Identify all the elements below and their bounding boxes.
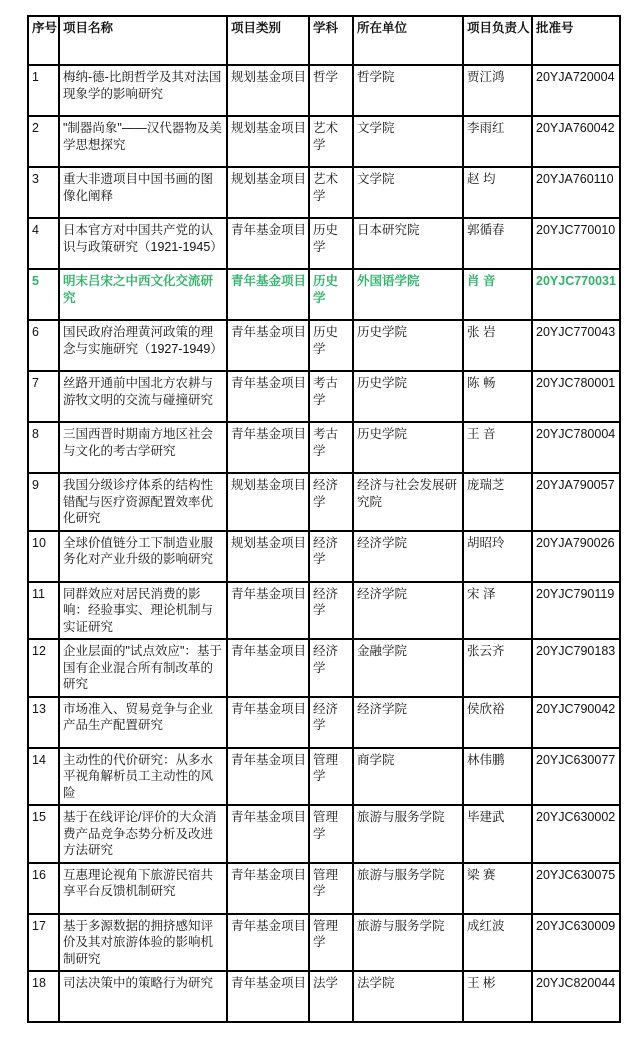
discipline-cell: 经济学: [309, 639, 353, 697]
header-row: [28, 16, 620, 65]
table-row: [28, 748, 620, 806]
unit-cell: 历史学院: [353, 320, 463, 371]
row-number-cell: 16: [28, 863, 59, 914]
table-row: [28, 371, 620, 422]
discipline-cell: 艺术学: [309, 116, 353, 167]
table-row: [28, 269, 620, 320]
row-number-cell: 7: [28, 371, 59, 422]
approval-number-cell: 20YJC630009: [532, 914, 620, 972]
leader-cell: 林伟鹏: [463, 748, 532, 806]
unit-cell: 旅游与服务学院: [353, 863, 463, 914]
table-row: [28, 65, 620, 116]
approval-number-cell: 20YJA720004: [532, 65, 620, 116]
table-row: [28, 639, 620, 697]
project-name-cell: 三国西晋时期南方地区社会与文化的考古学研究: [59, 422, 227, 473]
project-name-cell: 我国分级诊疗体系的结构性错配与医疗资源配置效率优化研究: [59, 473, 227, 531]
approval-number-cell: 20YJC770010: [532, 218, 620, 269]
discipline-cell: 考古学: [309, 422, 353, 473]
leader-cell: 陈 畅: [463, 371, 532, 422]
project-name-cell: 同群效应对居民消费的影响：经验事实、理论机制与实证研究: [59, 582, 227, 640]
approval-number-cell: 20YJA760110: [532, 167, 620, 218]
leader-cell: 赵 均: [463, 167, 532, 218]
project-name-cell: 互惠理论视角下旅游民宿共享平台反馈机制研究: [59, 863, 227, 914]
unit-cell: 历史学院: [353, 422, 463, 473]
unit-cell: 经济学院: [353, 582, 463, 640]
row-number-cell: 12: [28, 639, 59, 697]
approval-number-cell: 20YJC790119: [532, 582, 620, 640]
unit-cell: 旅游与服务学院: [353, 805, 463, 863]
unit-cell: 旅游与服务学院: [353, 914, 463, 972]
leader-cell: 王 音: [463, 422, 532, 473]
discipline-cell: 艺术学: [309, 167, 353, 218]
project-category-cell: 青年基金项目: [227, 697, 309, 748]
approval-number-cell: 20YJC820044: [532, 971, 620, 1022]
column-header: 项目名称: [59, 16, 227, 65]
approval-number-cell: 20YJA760042: [532, 116, 620, 167]
project-category-cell: 规划基金项目: [227, 65, 309, 116]
leader-cell: 胡昭玲: [463, 531, 532, 582]
project-category-cell: 青年基金项目: [227, 371, 309, 422]
discipline-cell: 法学: [309, 971, 353, 1022]
leader-cell: 郭循春: [463, 218, 532, 269]
leader-cell: 梁 赛: [463, 863, 532, 914]
project-category-cell: 青年基金项目: [227, 639, 309, 697]
discipline-cell: 考古学: [309, 371, 353, 422]
approval-number-cell: 20YJA790057: [532, 473, 620, 531]
unit-cell: 经济学院: [353, 697, 463, 748]
discipline-cell: 管理学: [309, 805, 353, 863]
leader-cell: 成红波: [463, 914, 532, 972]
project-category-cell: 青年基金项目: [227, 863, 309, 914]
row-number-cell: 14: [28, 748, 59, 806]
table-row: [28, 914, 620, 972]
unit-cell: 文学院: [353, 167, 463, 218]
leader-cell: 侯欣裕: [463, 697, 532, 748]
project-name-cell: 基于多源数据的拥挤感知评价及其对旅游体验的影响机制研究: [59, 914, 227, 972]
leader-cell: 庞瑞芝: [463, 473, 532, 531]
project-category-cell: 青年基金项目: [227, 748, 309, 806]
row-number-cell: 15: [28, 805, 59, 863]
project-name-cell: 明末吕宋之中西文化交流研究: [59, 269, 227, 320]
discipline-cell: 经济学: [309, 582, 353, 640]
project-category-cell: 青年基金项目: [227, 805, 309, 863]
discipline-cell: 历史学: [309, 320, 353, 371]
table-row: [28, 218, 620, 269]
approval-number-cell: 20YJC780001: [532, 371, 620, 422]
unit-cell: 历史学院: [353, 371, 463, 422]
unit-cell: 哲学院: [353, 65, 463, 116]
table-row: [28, 116, 620, 167]
project-category-cell: 规划基金项目: [227, 167, 309, 218]
approval-number-cell: 20YJC630077: [532, 748, 620, 806]
column-header: 序号: [28, 16, 59, 65]
discipline-cell: 管理学: [309, 863, 353, 914]
approval-number-cell: 20YJC630075: [532, 863, 620, 914]
approval-number-cell: 20YJC630002: [532, 805, 620, 863]
table-body: [28, 65, 620, 1022]
leader-cell: 宋 泽: [463, 582, 532, 640]
leader-cell: 毕建武: [463, 805, 532, 863]
row-number-cell: 10: [28, 531, 59, 582]
unit-cell: 外国语学院: [353, 269, 463, 320]
project-name-cell: 基于在线评论/评价的大众消费产品竞争态势分析及改进方法研究: [59, 805, 227, 863]
unit-cell: 日本研究院: [353, 218, 463, 269]
row-number-cell: 1: [28, 65, 59, 116]
discipline-cell: 经济学: [309, 697, 353, 748]
row-number-cell: 13: [28, 697, 59, 748]
row-number-cell: 17: [28, 914, 59, 972]
unit-cell: 文学院: [353, 116, 463, 167]
column-header: 批准号: [532, 16, 620, 65]
project-category-cell: 青年基金项目: [227, 320, 309, 371]
project-name-cell: 企业层面的"试点效应"：基于国有企业混合所有制改革的研究: [59, 639, 227, 697]
unit-cell: 经济与社会发展研究院: [353, 473, 463, 531]
approval-number-cell: 20YJC770043: [532, 320, 620, 371]
project-name-cell: 全球价值链分工下制造业服务化对产业升级的影响研究: [59, 531, 227, 582]
project-name-cell: 司法决策中的策略行为研究: [59, 971, 227, 1022]
row-number-cell: 8: [28, 422, 59, 473]
leader-cell: 肖 音: [463, 269, 532, 320]
approval-number-cell: 20YJC770031: [532, 269, 620, 320]
discipline-cell: 经济学: [309, 473, 353, 531]
table-row: [28, 167, 620, 218]
project-category-cell: 青年基金项目: [227, 422, 309, 473]
approval-number-cell: 20YJA790026: [532, 531, 620, 582]
row-number-cell: 5: [28, 269, 59, 320]
leader-cell: 贾江鸿: [463, 65, 532, 116]
project-category-cell: 青年基金项目: [227, 269, 309, 320]
leader-cell: 王 彬: [463, 971, 532, 1022]
table-row: [28, 473, 620, 531]
leader-cell: 李雨红: [463, 116, 532, 167]
approval-number-cell: 20YJC790183: [532, 639, 620, 697]
project-name-cell: 丝路开通前中国北方农耕与游牧文明的交流与碰撞研究: [59, 371, 227, 422]
column-header: 学科: [309, 16, 353, 65]
project-category-cell: 规划基金项目: [227, 116, 309, 167]
approval-number-cell: 20YJC780004: [532, 422, 620, 473]
column-header: 项目类别: [227, 16, 309, 65]
row-number-cell: 2: [28, 116, 59, 167]
table-row: [28, 697, 620, 748]
row-number-cell: 6: [28, 320, 59, 371]
unit-cell: 法学院: [353, 971, 463, 1022]
unit-cell: 经济学院: [353, 531, 463, 582]
column-header: 项目负责人: [463, 16, 532, 65]
column-header: 所在单位: [353, 16, 463, 65]
project-name-cell: "制器尚象"——汉代器物及美学思想探究: [59, 116, 227, 167]
discipline-cell: 历史学: [309, 269, 353, 320]
leader-cell: 张 岩: [463, 320, 532, 371]
table-row: [28, 320, 620, 371]
table-row: [28, 863, 620, 914]
projects-table: [27, 15, 621, 1023]
project-name-cell: 重大非遗项目中国书画的图像化阐释: [59, 167, 227, 218]
project-category-cell: 规划基金项目: [227, 531, 309, 582]
project-category-cell: 青年基金项目: [227, 218, 309, 269]
row-number-cell: 4: [28, 218, 59, 269]
approval-number-cell: 20YJC790042: [532, 697, 620, 748]
row-number-cell: 9: [28, 473, 59, 531]
project-name-cell: 国民政府治理黄河政策的理念与实施研究（1927-1949）: [59, 320, 227, 371]
project-category-cell: 青年基金项目: [227, 582, 309, 640]
table-row: [28, 805, 620, 863]
row-number-cell: 11: [28, 582, 59, 640]
project-name-cell: 日本官方对中国共产党的认识与政策研究（1921-1945）: [59, 218, 227, 269]
table-row: [28, 422, 620, 473]
discipline-cell: 经济学: [309, 531, 353, 582]
unit-cell: 商学院: [353, 748, 463, 806]
row-number-cell: 18: [28, 971, 59, 1022]
project-category-cell: 规划基金项目: [227, 473, 309, 531]
table-row: [28, 582, 620, 640]
project-category-cell: 青年基金项目: [227, 914, 309, 972]
row-number-cell: 3: [28, 167, 59, 218]
table-row: [28, 971, 620, 1022]
project-name-cell: 主动性的代价研究：从多水平视角解析员工主动性的风险: [59, 748, 227, 806]
discipline-cell: 历史学: [309, 218, 353, 269]
discipline-cell: 哲学: [309, 65, 353, 116]
project-category-cell: 青年基金项目: [227, 971, 309, 1022]
project-name-cell: 市场准入、贸易竞争与企业产品生产配置研究: [59, 697, 227, 748]
unit-cell: 金融学院: [353, 639, 463, 697]
project-name-cell: 梅纳-德-比朗哲学及其对法国现象学的影响研究: [59, 65, 227, 116]
discipline-cell: 管理学: [309, 748, 353, 806]
discipline-cell: 管理学: [309, 914, 353, 972]
leader-cell: 张云齐: [463, 639, 532, 697]
table-row: [28, 531, 620, 582]
